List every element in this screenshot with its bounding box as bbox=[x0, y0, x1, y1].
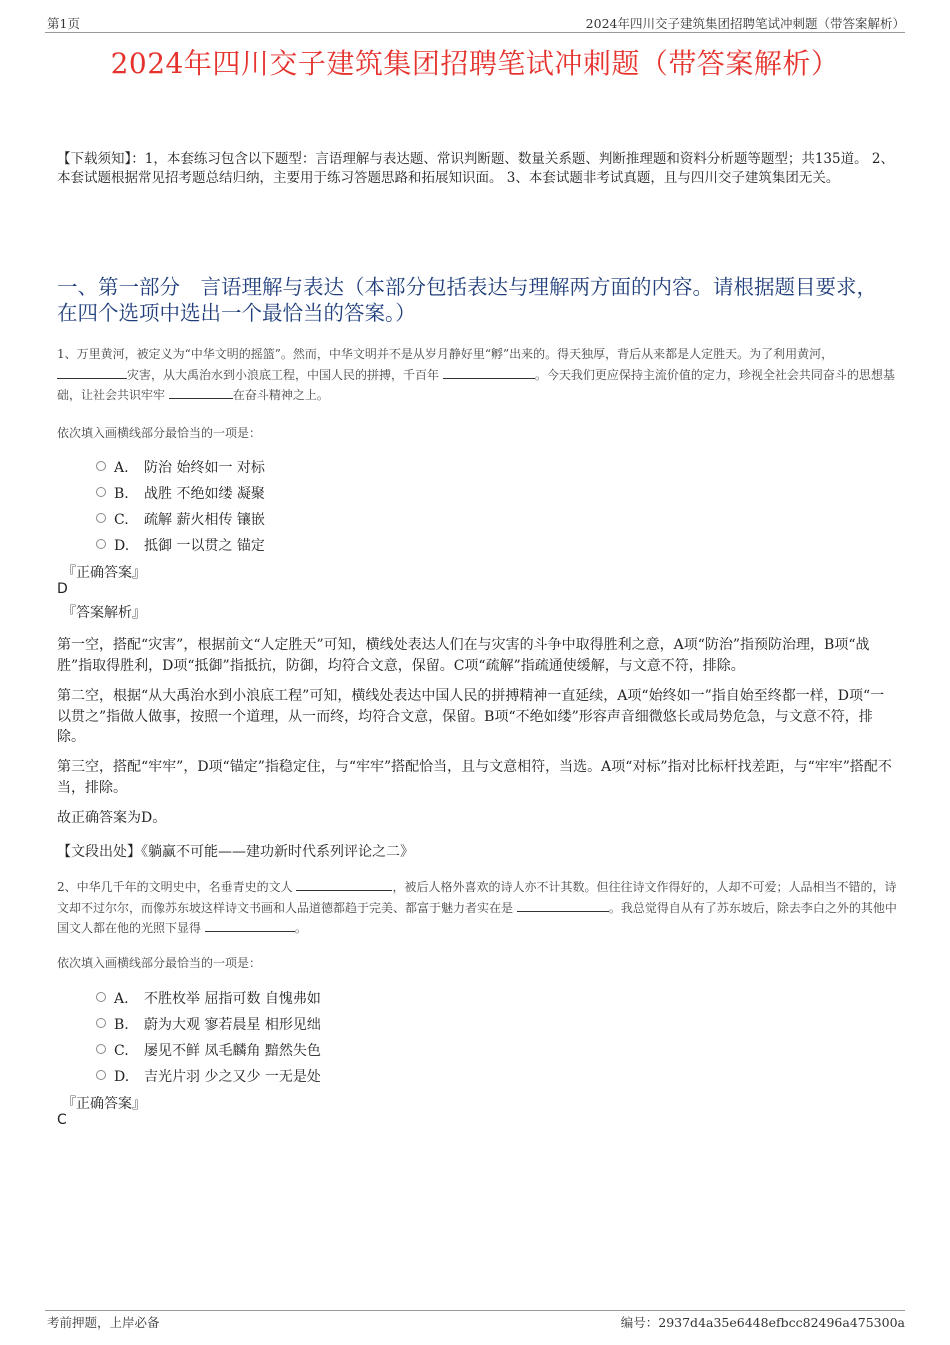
header-divider bbox=[45, 32, 905, 33]
question-1-answer-label: 『正确答案』 bbox=[62, 565, 146, 581]
question-2-option-c[interactable]: C. 屡见不鲜 凤毛麟角 黯然失色 bbox=[96, 1040, 321, 1060]
header-document-title: 2024年四川交子建筑集团招聘笔试冲刺题（带答案解析） bbox=[585, 16, 905, 31]
question-2-text-d: 。 bbox=[294, 921, 307, 935]
page-title: 2024年四川交子建筑集团招聘笔试冲刺题（带答案解析） bbox=[110, 47, 840, 80]
question-1-stem bbox=[57, 345, 897, 406]
analysis-paragraph-1: 第一空，搭配“灾害”，根据前文“人定胜天”可知，横线处表达人们在与灾害的斗争中取得胜利之意，A项“防治”指预防治理，B项“战胜”指取得胜利，D项“抵御”指抵抗，防御，均符合文意，保留。C项“疏解”指疏通使缓解，与文意不符，排除。 bbox=[57, 637, 870, 674]
radio-icon[interactable] bbox=[96, 487, 106, 497]
footer-slogan: 考前押题，上岸必备 bbox=[47, 1315, 160, 1330]
question-2-text-a: 2、中华几千年的文明史中，名垂青史的文人 bbox=[57, 880, 293, 894]
radio-icon[interactable] bbox=[96, 992, 106, 1002]
question-1-analysis-label: 『答案解析』 bbox=[62, 605, 146, 621]
section-heading: 一、第一部分 言语理解与表达（本部分包括表达与理解两方面的内容。请根据题目要求，在四个选项中选出一个最恰当的答案。） bbox=[57, 275, 877, 325]
question-2-answer: C bbox=[57, 1112, 67, 1128]
question-2-stem bbox=[57, 877, 897, 939]
question-1-text-d: 在奋斗精神之上。 bbox=[232, 388, 329, 402]
header-page-number: 第1页 bbox=[47, 16, 80, 31]
question-1-blank-1 bbox=[57, 365, 127, 379]
question-2-prompt: 依次填入画横线部分最恰当的一项是： bbox=[57, 956, 262, 970]
radio-icon[interactable] bbox=[96, 1044, 106, 1054]
question-1-option-a[interactable]: A. 防治 始终如一 对标 bbox=[96, 457, 265, 477]
question-1-text-b: 灾害，从大禹治水到小浪底工程，中国人民的拼搏，千百年 bbox=[127, 367, 440, 382]
question-2-option-d[interactable]: D. 吉光片羽 少之又少 一无是处 bbox=[96, 1066, 321, 1086]
question-2-blank-3 bbox=[205, 918, 295, 932]
question-1-text-a: 1、万里黄河，被定义为“中华文明的摇篮”。然而，中华文明并不是从岁月静好里“孵”出来的。得天独厚，背后从来都是人定胜天。为了利用黄河， bbox=[57, 347, 834, 361]
radio-icon[interactable] bbox=[96, 1070, 106, 1080]
analysis-conclusion: 故正确答案为D。 bbox=[57, 810, 167, 826]
question-2-blank-1 bbox=[296, 877, 392, 891]
analysis-paragraph-2: 第二空，根据“从大禹治水到小浪底工程”可知，横线处表达中国人民的拼搏精神一直延续，A项“始终如一”指自始至终都一样，D项“一以贯之”指做人做事，按照一个道理，从一而终，均符合文意，保留。B项“不绝如缕”形容声音细微悠长或局势危急，与文意不符，排除。 bbox=[57, 688, 885, 745]
question-2-text-c: 。我总觉得自从有了苏东坡后，除去李白之外的其他中国文人都在他的光照下显得 bbox=[57, 900, 897, 935]
question-2-blank-2 bbox=[517, 898, 609, 912]
analysis-paragraph-3: 第三空，搭配“牢牢”，D项“锚定”指稳定住，与“牢牢”搭配恰当，且与文意相符，当选。A项“对标”指对比标杆找差距，与“牢牢”搭配不当，排除。 bbox=[57, 759, 892, 796]
question-1-source: 【文段出处】《躺赢不可能——建功新时代系列评论之二》 bbox=[57, 844, 414, 860]
question-1-blank-3 bbox=[169, 385, 233, 399]
question-1-text-c: 。今天我们更应保持主流价值的定力，珍视全社会共同奋斗的思想基础，让社会共识牢牢 bbox=[57, 367, 895, 402]
question-1-option-d[interactable]: D. 抵御 一以贯之 锚定 bbox=[96, 535, 265, 555]
question-2-answer-label: 『正确答案』 bbox=[62, 1096, 146, 1112]
radio-icon[interactable] bbox=[96, 513, 106, 523]
radio-icon[interactable] bbox=[96, 461, 106, 471]
question-2-option-b[interactable]: B. 蔚为大观 寥若晨星 相形见绌 bbox=[96, 1014, 321, 1034]
radio-icon[interactable] bbox=[96, 539, 106, 549]
question-2-option-a[interactable]: A. 不胜枚举 屈指可数 自愧弗如 bbox=[96, 988, 321, 1008]
question-1-prompt: 依次填入画横线部分最恰当的一项是： bbox=[57, 426, 262, 440]
download-notice: 【下载须知】：1，本套练习包含以下题型：言语理解与表达题、常识判断题、数量关系题、判断推理题和资料分析题等题型；共135道。 2、本套试题根据常见招考题总结归纳，主要用于练习答题思路和拓展知识面。 3、本套试题非考试真题，且与四川交子建筑集团无关。 bbox=[57, 151, 894, 186]
question-1-option-c[interactable]: C. 疏解 薪火相传 镶嵌 bbox=[96, 509, 265, 529]
question-1-answer: D bbox=[57, 581, 68, 597]
question-1-option-b[interactable]: B. 战胜 不绝如缕 凝聚 bbox=[96, 483, 265, 503]
footer-document-code: 编号：2937d4a35e6448efbcc82496a475300a bbox=[620, 1315, 905, 1330]
footer-divider bbox=[45, 1310, 905, 1311]
question-2-text-b: ，被后人格外喜欢的诗人亦不计其数。但往往诗文作得好的，人却不可爱；人品相当不错的，诗文却不过尔尔，而像苏东坡这样诗文书画和人品道德都趋于完美、都富于魅力者实在是 bbox=[57, 880, 897, 915]
radio-icon[interactable] bbox=[96, 1018, 106, 1028]
question-1-blank-2 bbox=[443, 365, 535, 379]
